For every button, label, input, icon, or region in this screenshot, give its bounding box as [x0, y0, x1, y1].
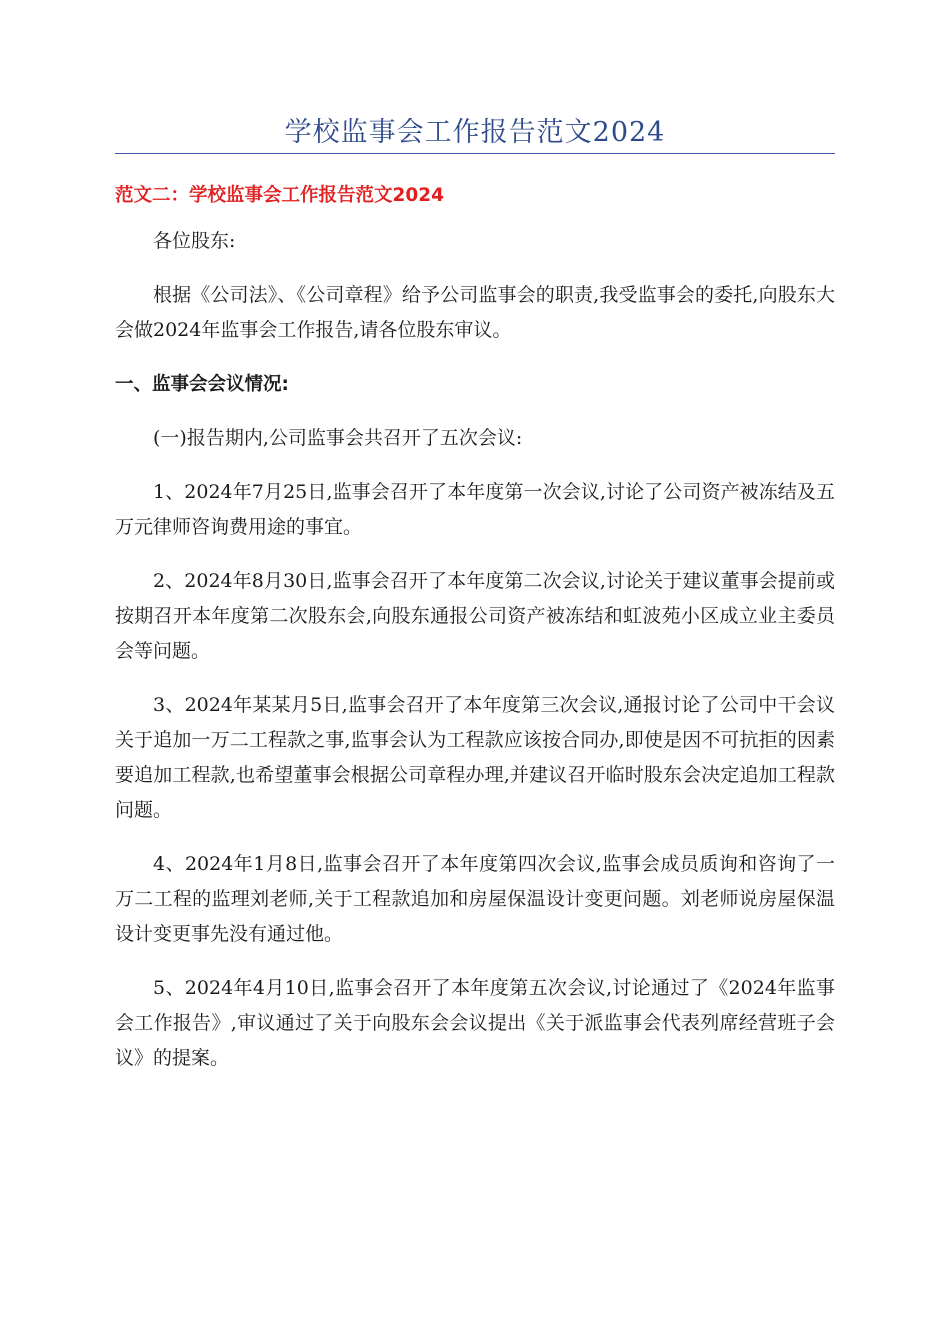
meeting-item-3: 3、2024年某某月5日,监事会召开了本年度第三次会议,通报讨论了公司中干会议关于追加一万二工程款之事,监事会认为工程款应该按合同办,即使是因不可抗拒的因素要追加工程款,也希望董事会根据公司章程办理,并建议召开临时股东会决定追加工程款问题。 [115, 694, 835, 821]
heading-meetings: 一、监事会会议情况: [115, 374, 289, 395]
document-title: 学校监事会工作报告范文2024 [284, 117, 666, 148]
greeting: 各位股东: [153, 230, 236, 252]
meeting-item-4: 4、2024年1月8日,监事会召开了本年度第四次会议,监事会成员质询和咨询了一万二工程的监理刘老师,关于工程款追加和房屋保温设计变更问题。刘老师说房屋保温设计变更事先没有通过他。 [115, 853, 835, 945]
subheading-meetings: (一)报告期内,公司监事会共召开了五次会议: [153, 427, 523, 449]
title-divider [115, 153, 835, 154]
intro-paragraph: 根据《公司法》、《公司章程》给予公司监事会的职责,我受监事会的委托,向股东大会做2024年监事会工作报告,请各位股东审议。 [115, 284, 835, 341]
meeting-item-2: 2、2024年8月30日,监事会召开了本年度第二次会议,讨论关于建议董事会提前或按期召开本年度第二次股东会,向股东通报公司资产被冻结和虹波苑小区成立业主委员会等问题。 [115, 570, 835, 662]
meeting-item-5: 5、2024年4月10日,监事会召开了本年度第五次会议,讨论通过了《2024年监事会工作报告》,审议通过了关于向股东会会议提出《关于派监事会代表列席经营班子会议》的提案。 [115, 977, 835, 1069]
section-heading: 范文二：学校监事会工作报告范文2024 [115, 185, 444, 206]
meeting-item-1: 1、2024年7月25日,监事会召开了本年度第一次会议,讨论了公司资产被冻结及五万元律师咨询费用途的事宜。 [115, 481, 835, 538]
document-body [115, 224, 835, 1095]
